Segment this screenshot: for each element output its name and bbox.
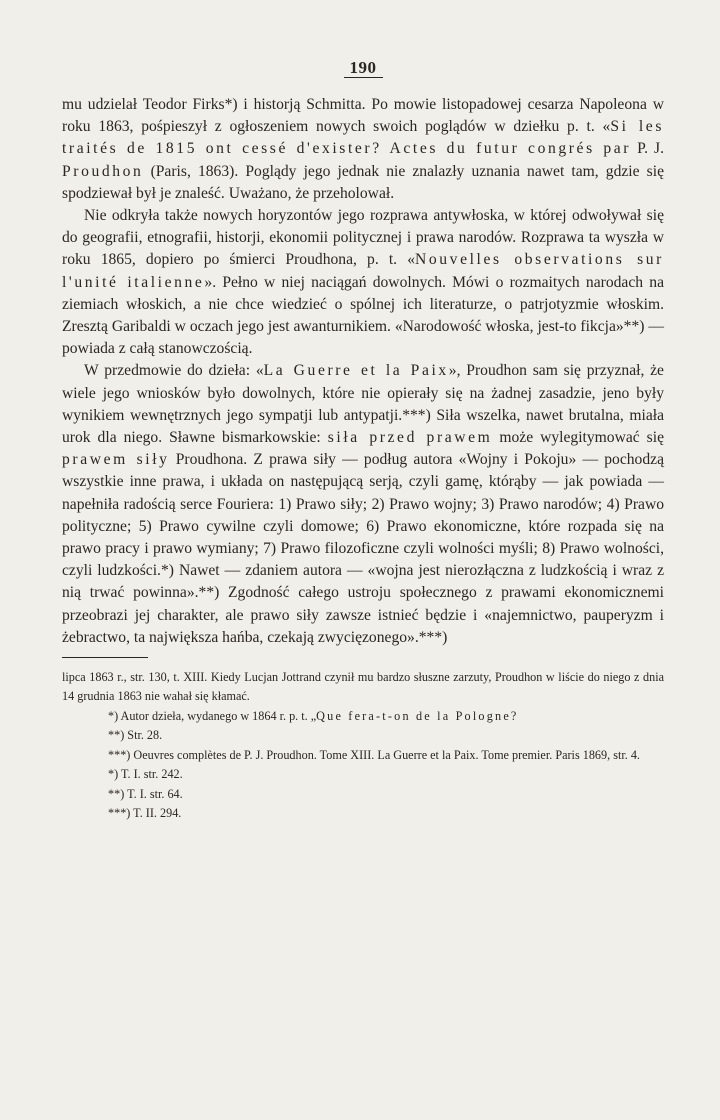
page-number: 190 xyxy=(62,58,664,78)
spaced-phrase: prawem siły xyxy=(62,451,170,469)
spaced-title: La Guerre et la Paix xyxy=(263,362,449,380)
footnote-divider xyxy=(62,657,148,658)
paragraph-1: mu udzielał Teodor Firks*) i historją Schmitta. Po mowie listopadowej cesarza Napoleona w roku 1863, pośpieszył z ogłoszeniem nowych swoich poglądów w dziełku p. t. «Si les traités de 1815 ont cessé d'exister? Actes du futur congrés par P. J. Proudhon (Paris, 1863). Poglądy jego jednak nie znalazły uznania nawet tam, gdzie się spodziewał był je znaleść. Uważano, że przeholował. xyxy=(62,96,665,202)
footnote-3: ***) Oeuvres complètes de P. J. Proudhon. Tome XIII. La Guerre et la Paix. Tome premier. Paris 1869, str. 4. xyxy=(108,747,640,762)
spaced-title: Nouvelles observations sur l'unité italienne xyxy=(62,251,664,291)
footnote-2: **) Str. 28. xyxy=(108,728,163,743)
footnote-4: *) T. I. str. 242. xyxy=(108,767,183,782)
footnote-6: ***) T. II. 294. xyxy=(108,805,182,820)
footnote-5: **) T. I. str. 64. xyxy=(108,786,183,801)
spaced-author: Proudhon xyxy=(62,162,144,180)
spaced-phrase: siła przed prawem xyxy=(327,429,493,447)
paragraph-3: W przedmowie do dzieła: «La Guerre et la Paix», Proudhon sam się przyznał, że wiele jego wniosków było dowolnych, które nie opierały się na żadnej zasadzie, jeno były wynikiem wewnętrznych jego sympatji lub antypatji.***) Siła wszelka, nawet brutalna, miała urok dla niego. Sławne bismarkowskie: siła przed prawem może wylegitymować się prawem siły Proudhona. Z prawa siły — podług autora «Wojny i Pokoju» — pochodzą wszystkie inne prawa, i układa on następującą serją, czyli gamę, którąby — jak powiada — napełniła radością serce Fouriera: 1) Prawo siły; 2) Prawo wojny; 3) Prawo narodów; 4) Prawo polityczne; 5) Prawo cywilne czyli domowe; 6) Prawo ekonomiczne, które rozpada się na prawo pracy i prawo wymiany; 7) Prawo filozoficzne czyli wolności myśli; 8) Prawo wolności, czyli ludzkości.*) Nawet — zdaniem autora — «wojna jest nierozłączna z ludzkością i wraz z nią trwać powinna».**) Zgodność całego ustroju społecznego z prawami ekonomicznemi przeobrazi jej charakter, ale prawo siły zawsze istnieć będzie i «najemnictwo, pauperyzm i żebractwo, ta największa hańba, czekają zwycięzonego».***) xyxy=(62,362,665,646)
footnote-continued: lipca 1863 r., str. 130, t. XIII. Kiedy Lucjan Jottrand czynił mu bardzo słuszne zarzuty, Proudhon w liście do niego z dnia 14 grudnia 1863 nie wahał się kłamać. xyxy=(62,670,664,704)
paragraph-2: Nie odkryła także nowych horyzontów jego rozprawa antywłoska, w której odwoływał się do geografii, etnografii, historji, ekonomii politycznej i prawa narodów. Rozprawa ta wyszła w roku 1865, dopiero po śmierci Proudhona, p. t. «Nouvelles observations sur l'unité italienne». Pełno w niej naciągań dowolnych. Mówi o rozmaitych narodach na ziemiach włoskich, a nie chce wiedzieć o spólnej ich literaturze, o patrjotyzmie włoskim. Zresztą Garibaldi w oczach jego jest awanturnikiem. «Narodowość włoska, jest-to fikcja»**) — powiada z całą stanowczością. xyxy=(62,207,664,358)
footnote-1: *) Autor dzieła, wydanego w 1864 r. p. t. „Que fera-t-on de la Pologne? xyxy=(108,708,519,723)
document-page xyxy=(62,58,664,823)
body-text xyxy=(62,94,664,649)
spaced-title: Si les traités de 1815 ont cessé d'exister? Actes du futur congrés par xyxy=(62,118,665,158)
spaced-title: Que fera-t-on de la Pologne? xyxy=(316,708,519,723)
footnotes xyxy=(62,668,664,823)
